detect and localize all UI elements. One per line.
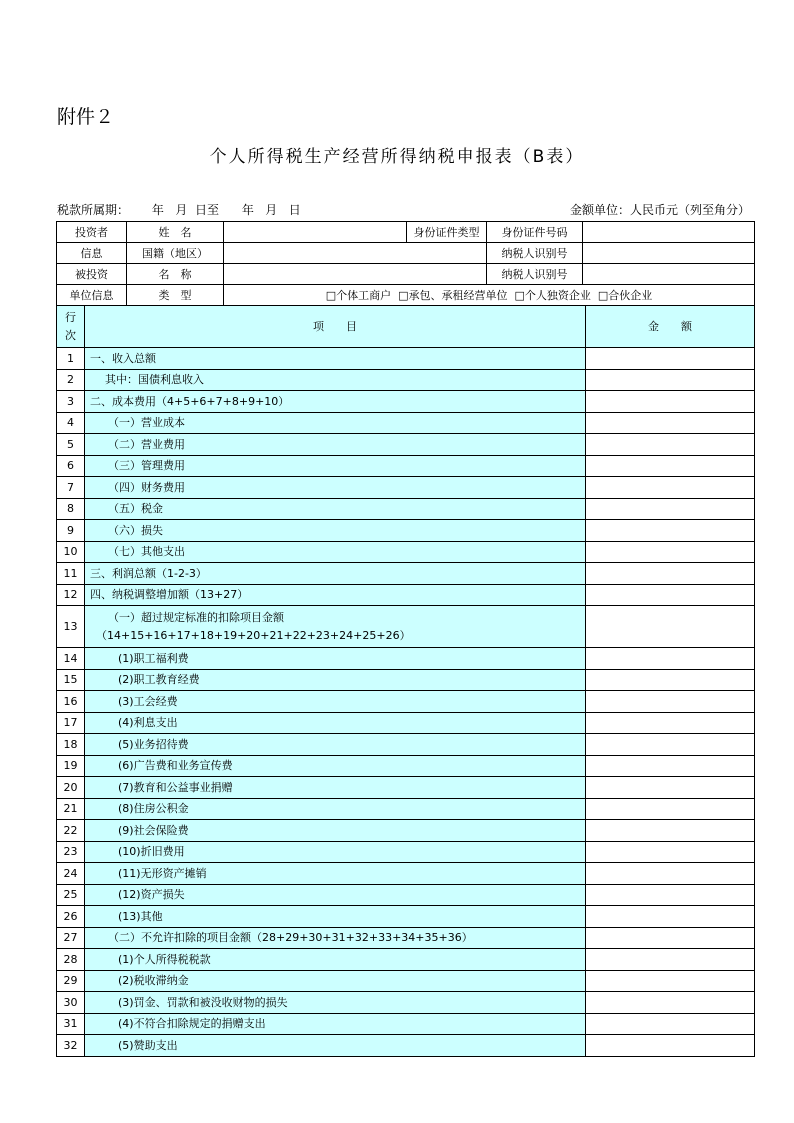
row-number: 23 <box>57 841 85 863</box>
row-amount-field[interactable] <box>586 712 755 734</box>
taxpayer-info-table <box>56 221 755 306</box>
investor-group-label: 投资者 <box>57 222 127 243</box>
row-amount-field[interactable] <box>586 412 755 434</box>
row-number: 6 <box>57 455 85 477</box>
row-number: 24 <box>57 863 85 885</box>
row-item-label: (4)不符合扣除规定的捐赠支出 <box>85 1013 586 1035</box>
table-row <box>57 498 755 520</box>
table-row <box>57 477 755 499</box>
table-row <box>57 1013 755 1035</box>
invested-group-label-2: 单位信息 <box>57 285 127 306</box>
row-number: 32 <box>57 1035 85 1057</box>
row-number: 25 <box>57 884 85 906</box>
row-item-label: 其中：国债利息收入 <box>85 369 586 391</box>
row-item-label-line2: （14+15+16+17+18+19+20+21+22+23+24+25+26） <box>96 628 411 642</box>
table-row <box>57 992 755 1014</box>
table-row <box>57 584 755 606</box>
amount-unit-label: 金额单位：人民币元（列至角分） <box>569 203 750 217</box>
row-item-label: 四、纳税调整增加额（13+27） <box>85 584 586 606</box>
row-number: 7 <box>57 477 85 499</box>
row-number-header <box>57 306 85 348</box>
row-item-label: （二）不允许扣除的项目金额（28+29+30+31+32+33+34+35+36） <box>85 927 586 949</box>
row-number-header-line1: 行 <box>65 310 76 324</box>
row-amount-field[interactable] <box>586 369 755 391</box>
table-row <box>57 970 755 992</box>
table-row <box>57 348 755 370</box>
row-item-label: (5)业务招待费 <box>85 734 586 756</box>
table-row <box>57 927 755 949</box>
row-item-label: (11)无形资产摊销 <box>85 863 586 885</box>
row-number: 1 <box>57 348 85 370</box>
row-number: 16 <box>57 691 85 713</box>
row-amount-field[interactable] <box>586 777 755 799</box>
investor-group-label-2: 信息 <box>57 243 127 264</box>
table-row <box>57 777 755 799</box>
invested-name-label: 名 称 <box>127 264 224 285</box>
invested-taxpayer-id-label: 纳税人识别号 <box>487 264 583 285</box>
table-row <box>57 884 755 906</box>
row-amount-field[interactable] <box>586 348 755 370</box>
form-title: 个人所得税生产经营所得纳税申报表（B表） <box>209 147 585 167</box>
row-amount-field[interactable] <box>586 691 755 713</box>
row-amount-field[interactable] <box>586 992 755 1014</box>
row-item-label: (2)税收滞纳金 <box>85 970 586 992</box>
row-item-label: (3)工会经费 <box>85 691 586 713</box>
id-number-label: 身份证件号码 <box>487 222 583 243</box>
table-row <box>57 798 755 820</box>
row-number: 11 <box>57 563 85 585</box>
row-item-label: (9)社会保险费 <box>85 820 586 842</box>
entity-type-label: 类 型 <box>127 285 224 306</box>
row-amount-field[interactable] <box>586 648 755 670</box>
row-item-label: (6)广告费和业务宣传费 <box>85 755 586 777</box>
row-number-header-line2: 次 <box>65 328 76 342</box>
row-item-label: 二、成本费用（4+5+6+7+8+9+10） <box>85 391 586 413</box>
row-item-label: (5)赞助支出 <box>85 1035 586 1057</box>
investor-name-label: 姓 名 <box>127 222 224 243</box>
table-row <box>57 1035 755 1057</box>
row-amount-field[interactable] <box>586 669 755 691</box>
row-amount-field[interactable] <box>586 498 755 520</box>
row-item-label: 一、收入总额 <box>85 348 586 370</box>
row-number: 18 <box>57 734 85 756</box>
table-row <box>57 369 755 391</box>
table-row <box>57 455 755 477</box>
row-number: 28 <box>57 949 85 971</box>
row-item-label: （一）营业成本 <box>85 412 586 434</box>
entity-type-options[interactable]: □个体工商户 □承包、承租经营单位 □个人独资企业 □合伙企业 <box>224 285 755 306</box>
row-amount-field[interactable] <box>586 541 755 563</box>
row-item-label: （三）管理费用 <box>85 455 586 477</box>
table-row <box>57 734 755 756</box>
row-amount-field[interactable] <box>586 584 755 606</box>
table-row <box>57 691 755 713</box>
table-row <box>57 863 755 885</box>
table-row <box>57 541 755 563</box>
row-amount-field[interactable] <box>586 949 755 971</box>
row-item-label: (2)职工教育经费 <box>85 669 586 691</box>
row-item-label: （七）其他支出 <box>85 541 586 563</box>
row-item-label: (13)其他 <box>85 906 586 928</box>
row-amount-field[interactable] <box>586 477 755 499</box>
row-amount-field[interactable] <box>586 927 755 949</box>
row-amount-field[interactable] <box>586 734 755 756</box>
amount-column-header: 金 额 <box>586 306 755 348</box>
row-amount-field[interactable] <box>586 434 755 456</box>
row-number: 14 <box>57 648 85 670</box>
table-row <box>57 412 755 434</box>
item-column-header: 项 目 <box>85 306 586 348</box>
row-number: 9 <box>57 520 85 542</box>
table-row <box>57 669 755 691</box>
investor-taxpayer-id-field[interactable] <box>583 243 755 264</box>
table-row <box>57 563 755 585</box>
row-amount-field[interactable] <box>586 841 755 863</box>
row-item-label-line1: （一）超过规定标准的扣除项目金额 <box>108 610 284 624</box>
invested-taxpayer-id-field[interactable] <box>583 264 755 285</box>
table-row <box>57 820 755 842</box>
row-amount-field[interactable] <box>586 520 755 542</box>
investor-name-field[interactable] <box>224 222 407 243</box>
investor-taxpayer-id-label: 纳税人识别号 <box>487 243 583 264</box>
row-number: 30 <box>57 992 85 1014</box>
row-number: 15 <box>57 669 85 691</box>
id-number-field[interactable] <box>583 222 755 243</box>
row-number: 20 <box>57 777 85 799</box>
row-number: 13 <box>57 606 85 648</box>
row-item-label: （六）损失 <box>85 520 586 542</box>
table-row <box>57 391 755 413</box>
row-number: 8 <box>57 498 85 520</box>
table-row <box>57 949 755 971</box>
table-row <box>57 906 755 928</box>
table-row <box>57 755 755 777</box>
row-number: 21 <box>57 798 85 820</box>
row-number: 5 <box>57 434 85 456</box>
row-amount-field[interactable] <box>586 755 755 777</box>
row-item-label: (1)职工福利费 <box>85 648 586 670</box>
row-number: 3 <box>57 391 85 413</box>
row-amount-field[interactable] <box>586 798 755 820</box>
row-number: 22 <box>57 820 85 842</box>
table-row <box>57 841 755 863</box>
row-amount-field[interactable] <box>586 884 755 906</box>
row-number: 26 <box>57 906 85 928</box>
row-item-label: （二）营业费用 <box>85 434 586 456</box>
table-row <box>57 606 755 648</box>
row-item-label: (3)罚金、罚款和被没收财物的损失 <box>85 992 586 1014</box>
row-item-label: （四）财务费用 <box>85 477 586 499</box>
row-number: 17 <box>57 712 85 734</box>
row-item-label: (12)资产损失 <box>85 884 586 906</box>
row-amount-field[interactable] <box>586 906 755 928</box>
row-item-label <box>85 606 586 648</box>
row-amount-field[interactable] <box>586 1013 755 1035</box>
row-number: 31 <box>57 1013 85 1035</box>
table-row <box>57 434 755 456</box>
row-amount-field[interactable] <box>586 455 755 477</box>
row-amount-field[interactable] <box>586 820 755 842</box>
row-number: 29 <box>57 970 85 992</box>
table-row <box>57 712 755 734</box>
row-item-label: 三、利润总额（1-2-3） <box>85 563 586 585</box>
row-amount-field[interactable] <box>586 970 755 992</box>
row-item-label: (7)教育和公益事业捐赠 <box>85 777 586 799</box>
nationality-label: 国籍（地区） <box>127 243 224 264</box>
row-amount-field[interactable] <box>586 863 755 885</box>
row-item-label: （五）税金 <box>85 498 586 520</box>
nationality-field[interactable] <box>224 243 487 264</box>
row-number: 19 <box>57 755 85 777</box>
row-amount-field[interactable] <box>586 391 755 413</box>
row-item-label: (8)住房公积金 <box>85 798 586 820</box>
attachment-label: 附件２ <box>57 106 115 128</box>
row-amount-field[interactable] <box>586 563 755 585</box>
row-item-label: (1)个人所得税税款 <box>85 949 586 971</box>
declaration-form <box>56 221 754 1057</box>
row-number: 10 <box>57 541 85 563</box>
row-amount-field[interactable] <box>586 606 755 648</box>
row-number: 2 <box>57 369 85 391</box>
table-row <box>57 520 755 542</box>
items-table <box>56 305 755 1057</box>
row-number: 12 <box>57 584 85 606</box>
row-item-label: (4)利息支出 <box>85 712 586 734</box>
table-row <box>57 648 755 670</box>
row-item-label: (10)折旧费用 <box>85 841 586 863</box>
invested-group-label: 被投资 <box>57 264 127 285</box>
row-number: 27 <box>57 927 85 949</box>
id-type-label: 身份证件类型 <box>407 222 487 243</box>
tax-period-label: 税款所属期： 年 月 日至 年 月 日 <box>57 203 301 217</box>
invested-name-field[interactable] <box>224 264 487 285</box>
row-number: 4 <box>57 412 85 434</box>
row-amount-field[interactable] <box>586 1035 755 1057</box>
